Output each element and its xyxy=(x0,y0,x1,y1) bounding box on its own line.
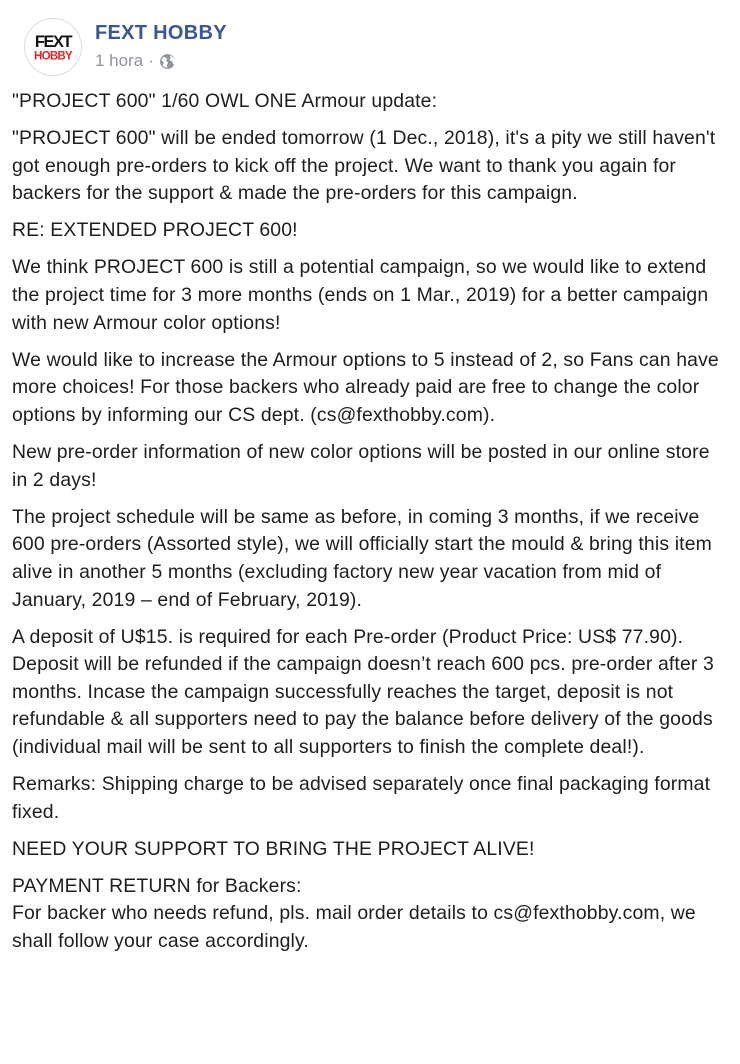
post-paragraph: We would like to increase the Armour options to 5 instead of 2, so Fans can have more choices! For those backers who already paid are free to change the color options by informing our CS dept. (cs@fexthobby.com). xyxy=(12,348,719,426)
globe-icon[interactable] xyxy=(159,53,176,70)
post-paragraph: "PROJECT 600" 1/60 OWL ONE Armour update: xyxy=(12,90,438,112)
author-name[interactable]: FEXT HOBBY xyxy=(95,22,227,44)
post-paragraph: New pre-order information of new color options will be posted in our online store in 2 days! xyxy=(12,441,710,491)
post-paragraph: "PROJECT 600" will be ended tomorrow (1 Dec., 2018), it's a pity we still haven't got enough pre-orders to kick off the project. We want to thank you again for backers for the support & made the pre-orders for this campaign. xyxy=(12,127,716,205)
fext-hobby-logo xyxy=(25,19,81,75)
logo-text-top: FEXT xyxy=(34,33,72,51)
post-paragraph: The project schedule will be same as before, in coming 3 months, if we receive 600 pre-orders (Assorted style), we will officially start the mould & bring this item alive in another 5 months (excluding factory new year vacation from mid of January, 2019 – end of February, 2019). xyxy=(12,505,712,611)
post-paragraph: PAYMENT RETURN for Backers: For backer who needs refund, pls. mail order details to cs@fexthobby.com, we shall follow your case accordingly. xyxy=(12,874,696,953)
post-paragraph: RE: EXTENDED PROJECT 600! xyxy=(12,219,298,242)
logo-text-bottom: HOBBY xyxy=(34,50,72,63)
avatar[interactable] xyxy=(24,18,82,76)
post-paragraph: A deposit of U$15. is required for each Pre-order (Product Price: US$ 77.90). Deposit will be refunded if the campaign doesn’t reach 600 pcs. pre-order after 3 months. Incase the campaign successfully reaches the target, deposit is not refundable & all supporters need to pay the balance before delivery of the goods (individual mail will be sent to all supporters to finish the complete deal!). xyxy=(12,625,714,758)
post-paragraph: Remarks: Shipping charge to be advised separately once final packaging format fixed. xyxy=(12,773,711,823)
post-timestamp[interactable]: 1 hora xyxy=(95,51,144,70)
post-header xyxy=(12,0,728,88)
meta-separator: · xyxy=(148,51,154,70)
post-meta xyxy=(95,51,176,71)
post-body xyxy=(12,88,728,956)
post-paragraph: NEED YOUR SUPPORT TO BRING THE PROJECT ALIVE! xyxy=(12,837,535,860)
post-paragraph: We think PROJECT 600 is still a potential campaign, so we would like to extend the project time for 3 more months (ends on 1 Mar., 2019) for a better campaign with new Armour color options! xyxy=(12,256,709,334)
